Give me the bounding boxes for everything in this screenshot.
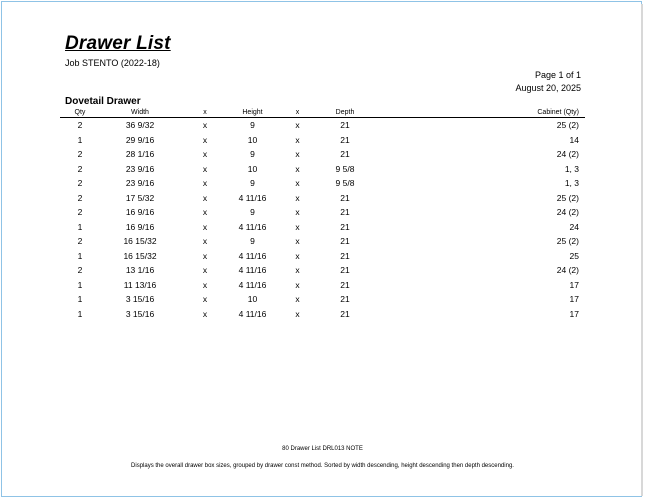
section-title: Dovetail Drawer xyxy=(65,96,141,107)
cell-cabinet: 17 xyxy=(569,294,579,305)
col-width: Width xyxy=(100,108,180,118)
cell-cabinet: 14 xyxy=(569,134,579,145)
table-row xyxy=(60,307,585,322)
cell-x: x xyxy=(202,134,208,145)
cell-height: 9 xyxy=(250,178,255,189)
cell-qty: 2 xyxy=(77,178,83,189)
table-row xyxy=(60,205,585,220)
frame-scrollbar-edge xyxy=(641,4,643,496)
report-title: Drawer List xyxy=(65,33,171,54)
cell-x: x xyxy=(295,192,300,203)
table-header-row xyxy=(60,108,585,118)
footer-description: Displays the overall drawer box sizes, grouped by drawer const method. Sorted by width descending, height descending then depth descending. xyxy=(131,463,514,469)
cell-width: 23 9/16 xyxy=(125,178,155,189)
cell-x: x xyxy=(202,120,208,131)
drawer-table xyxy=(60,108,585,321)
cell-qty: 2 xyxy=(77,120,83,131)
cell-x: x xyxy=(295,250,300,261)
cell-x: x xyxy=(295,178,300,189)
table-row xyxy=(60,176,585,191)
cell-x: x xyxy=(295,134,300,145)
col-height: Height xyxy=(230,108,275,118)
cell-x: x xyxy=(295,221,300,232)
report-date: August 20, 2025 xyxy=(515,83,581,93)
cell-depth: 21 xyxy=(340,134,350,145)
page-number: Page 1 of 1 xyxy=(534,70,581,80)
cell-x: x xyxy=(202,265,208,276)
cell-height: 4 11/16 xyxy=(238,279,267,290)
cell-height: 9 xyxy=(250,149,255,160)
cell-qty: 2 xyxy=(77,149,83,160)
cell-height: 4 11/16 xyxy=(238,250,267,261)
cell-qty: 1 xyxy=(77,279,83,290)
table-row xyxy=(60,133,585,148)
cell-width: 13 1/16 xyxy=(125,265,155,276)
cell-width: 11 13/16 xyxy=(123,279,157,290)
cell-height: 9 xyxy=(250,207,255,218)
col-cabinet: Cabinet (Qty) xyxy=(370,108,585,118)
col-qty: Qty xyxy=(60,108,100,118)
cell-x: x xyxy=(202,163,208,174)
table-row xyxy=(60,234,585,249)
cell-width: 16 15/32 xyxy=(123,236,157,247)
cell-cabinet: 24 xyxy=(569,221,579,232)
cell-depth: 21 xyxy=(340,149,350,160)
cell-x: x xyxy=(202,221,208,232)
cell-cabinet: 24 (2) xyxy=(556,265,579,276)
cell-width: 17 5/32 xyxy=(125,192,155,203)
cell-x: x xyxy=(202,294,208,305)
cell-x: x xyxy=(295,279,300,290)
cell-qty: 1 xyxy=(77,134,83,145)
table-row xyxy=(60,220,585,235)
cell-qty: 1 xyxy=(77,250,83,261)
table-row xyxy=(60,162,585,177)
table-row xyxy=(60,191,585,206)
cell-qty: 2 xyxy=(77,163,83,174)
table-body xyxy=(60,118,585,322)
cell-x: x xyxy=(295,294,300,305)
cell-width: 29 9/16 xyxy=(125,134,155,145)
cell-x: x xyxy=(202,279,208,290)
cell-height: 4 11/16 xyxy=(238,308,267,319)
table-row xyxy=(60,292,585,307)
cell-depth: 21 xyxy=(340,265,350,276)
cell-x: x xyxy=(295,308,300,319)
cell-x: x xyxy=(295,265,300,276)
cell-height: 10 xyxy=(247,294,258,305)
footer-note: 80 Drawer List DRL013 NOTE xyxy=(282,446,363,452)
cell-x: x xyxy=(202,236,208,247)
cell-x: x xyxy=(202,178,208,189)
table-row xyxy=(60,249,585,264)
table-row xyxy=(60,278,585,293)
cell-qty: 1 xyxy=(77,294,83,305)
cell-width: 28 1/16 xyxy=(125,149,155,160)
cell-depth: 21 xyxy=(340,279,350,290)
cell-width: 16 15/32 xyxy=(123,250,157,261)
cell-x: x xyxy=(295,149,300,160)
cell-cabinet: 1, 3 xyxy=(564,178,579,189)
cell-width: 23 9/16 xyxy=(125,163,155,174)
cell-qty: 2 xyxy=(77,207,83,218)
cell-height: 10 xyxy=(247,163,258,174)
cell-cabinet: 24 (2) xyxy=(556,149,579,160)
cell-depth: 21 xyxy=(340,294,350,305)
cell-depth: 21 xyxy=(340,250,350,261)
cell-x: x xyxy=(202,308,208,319)
cell-qty: 1 xyxy=(77,308,83,319)
cell-x: x xyxy=(202,192,208,203)
cell-width: 3 15/16 xyxy=(125,308,155,319)
cell-qty: 2 xyxy=(77,192,83,203)
cell-depth: 21 xyxy=(340,120,350,131)
cell-depth: 21 xyxy=(340,207,350,218)
cell-height: 4 11/16 xyxy=(238,265,267,276)
cell-width: 36 9/32 xyxy=(125,120,155,131)
job-name: Job STENTO (2022-18) xyxy=(65,58,160,68)
cell-cabinet: 17 xyxy=(569,308,579,319)
cell-depth: 21 xyxy=(340,192,350,203)
col-x2: x xyxy=(275,108,320,118)
cell-x: x xyxy=(202,250,208,261)
page-info xyxy=(515,69,581,95)
cell-height: 4 11/16 xyxy=(238,192,267,203)
table-row xyxy=(60,118,585,133)
cell-qty: 1 xyxy=(77,221,83,232)
cell-x: x xyxy=(202,207,208,218)
cell-height: 9 xyxy=(250,120,255,131)
cell-x: x xyxy=(295,163,300,174)
cell-cabinet: 1, 3 xyxy=(564,163,579,174)
cell-qty: 2 xyxy=(77,236,83,247)
table-row xyxy=(60,147,585,162)
cell-depth: 21 xyxy=(340,308,350,319)
cell-x: x xyxy=(295,236,300,247)
cell-cabinet: 25 xyxy=(569,250,579,261)
cell-cabinet: 25 (2) xyxy=(556,192,579,203)
cell-cabinet: 25 (2) xyxy=(556,236,579,247)
cell-cabinet: 17 xyxy=(569,279,579,290)
cell-depth: 21 xyxy=(340,236,350,247)
cell-depth: 9 5/8 xyxy=(335,178,355,189)
cell-x: x xyxy=(295,207,300,218)
cell-x: x xyxy=(295,120,300,131)
cell-height: 4 11/16 xyxy=(238,221,267,232)
cell-cabinet: 25 (2) xyxy=(556,120,579,131)
cell-width: 3 15/16 xyxy=(125,294,155,305)
cell-height: 10 xyxy=(247,134,258,145)
cell-qty: 2 xyxy=(77,265,83,276)
cell-width: 16 9/16 xyxy=(125,207,155,218)
col-x1: x xyxy=(180,108,230,118)
cell-depth: 9 5/8 xyxy=(335,163,355,174)
cell-x: x xyxy=(202,149,208,160)
cell-width: 16 9/16 xyxy=(125,221,155,232)
cell-depth: 21 xyxy=(340,221,350,232)
cell-height: 9 xyxy=(250,236,255,247)
col-depth: Depth xyxy=(320,108,370,118)
cell-cabinet: 24 (2) xyxy=(556,207,579,218)
table-row xyxy=(60,263,585,278)
